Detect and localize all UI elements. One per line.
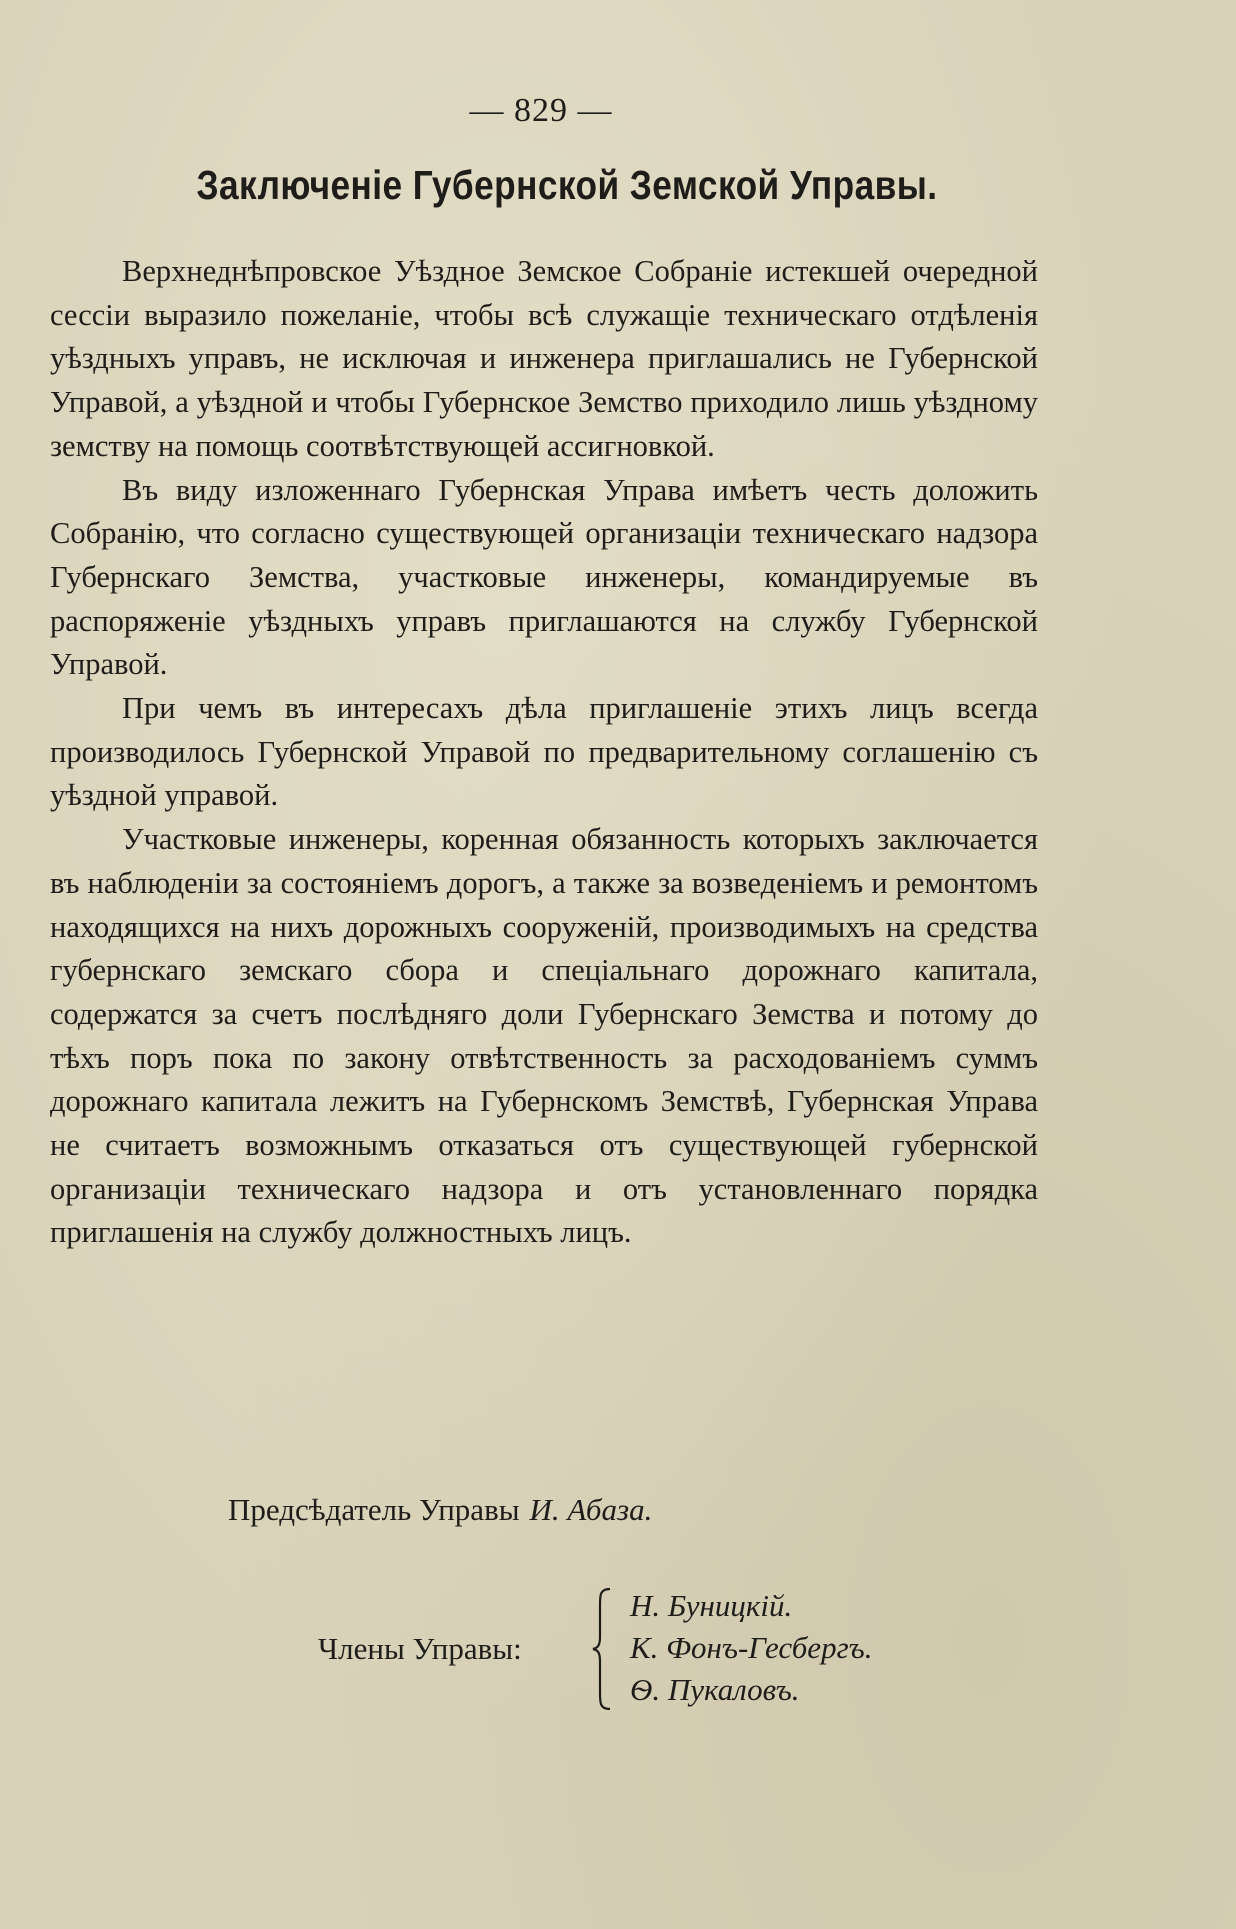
paragraph-2: Въ виду изложеннаго Губернская Управа имѣетъ честь доложить Собранію, что согласно существующей организаціи техническаго надзора Губернскаго Земства, участковые инженеры, командируемые въ распоряженіе уѣздныхъ управъ приглашаются на службу Губернской Управой. bbox=[50, 472, 1038, 682]
document-body bbox=[50, 250, 1038, 1255]
document-title: Заключеніе Губернской Земской Управы. bbox=[196, 162, 938, 208]
chairman-label: Предсѣдатель Управы bbox=[228, 1492, 520, 1527]
paragraph-3: При чемъ въ интересахъ дѣла приглашеніе этихъ лицъ всегда производилось Губернской Управой по предварительному соглашенію съ уѣздной управой. bbox=[50, 691, 1038, 813]
page-number: — 829 — bbox=[469, 92, 613, 129]
chairman-signature bbox=[228, 1492, 652, 1528]
chairman-name: И. Абаза. bbox=[529, 1492, 653, 1527]
members-label: Члены Управы: bbox=[318, 1631, 522, 1666]
member-name: Ѳ. Пукаловъ. bbox=[630, 1672, 800, 1707]
members-signature-block bbox=[318, 1585, 1018, 1715]
member-name: К. Фонъ-Гесбергъ. bbox=[630, 1630, 873, 1665]
paragraph-1: Верхнеднѣпровское Уѣздное Земское Собраніе истекшей очередной сессіи выразило пожеланіе, чтобы всѣ служащіе техническаго отдѣленія уѣздныхъ управъ, не исключая и инженера приглашались не Губернской Управой, а уѣздной и чтобы Губернское Земство приходило лишь уѣздному земству на помощь соотвѣтствующей ассигновкой. bbox=[50, 254, 1038, 463]
paragraph-4: Участковые инженеры, коренная обязанность которыхъ заключается въ наблюденіи за состояніемъ дорогъ, а также за возведеніемъ и ремонтомъ находящихся на нихъ дорожныхъ сооруженій, производимыхъ на средства губернскаго земскаго сбора и спеціальнаго дорожнаго капитала, содержатся за счетъ послѣдняго доли Губернскаго Земства и потому до тѣхъ поръ пока по закону отвѣтственность за расходованіемъ суммъ дорожнаго капитала лежитъ на Губернскомъ Земствѣ, Губернская Управа не считаетъ возможнымъ отказаться отъ существующей губернской организаціи техническаго надзора и отъ установленнаго порядка приглашенія на службу должностныхъ лицъ. bbox=[50, 822, 1038, 1250]
member-name: Н. Буницкій. bbox=[630, 1588, 793, 1623]
curly-brace-icon bbox=[590, 1585, 616, 1713]
members-list bbox=[630, 1585, 873, 1711]
